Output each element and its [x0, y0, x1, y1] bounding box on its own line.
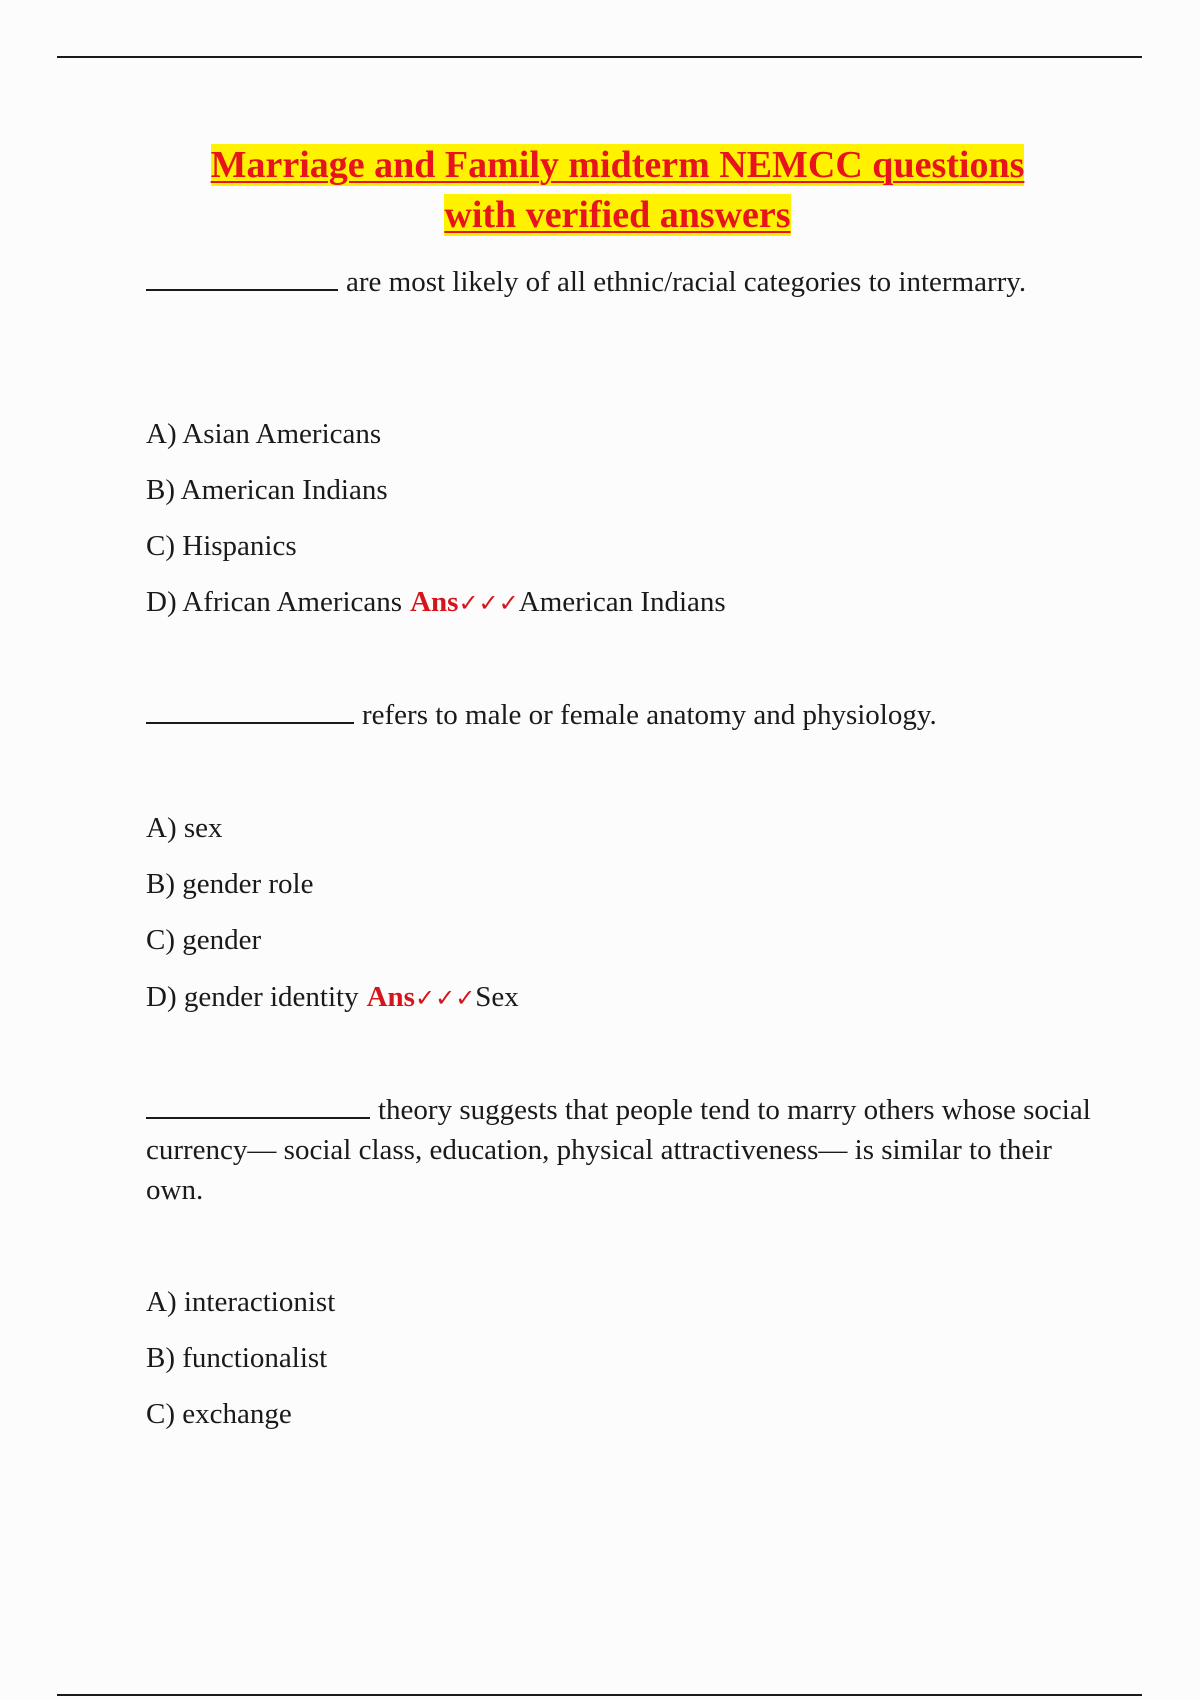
question-2-answer: Sex — [475, 981, 519, 1013]
title-line-2: with verified answers — [444, 194, 791, 236]
bottom-rule — [57, 1694, 1142, 1696]
question-3-option-c: C) exchange — [146, 1398, 292, 1430]
question-2-stem: refers to male or female anatomy and physiology. — [146, 695, 1106, 735]
answer-blank — [146, 265, 338, 291]
checkmark-icon: ✓✓✓ — [414, 984, 476, 1012]
question-1-answer: American Indians — [518, 586, 726, 618]
question-2-option-d: D) gender identity Ans✓✓✓Sex — [146, 981, 519, 1013]
question-2-option-b: B) gender role — [146, 868, 314, 900]
checkmark-icon: ✓✓✓ — [458, 589, 519, 617]
question-1-option-b: B) American Indians — [146, 474, 388, 506]
answer-label: Ans — [366, 981, 415, 1013]
question-1-option-c: C) Hispanics — [146, 530, 297, 562]
page-title — [0, 140, 1200, 240]
top-rule — [57, 56, 1142, 58]
answer-blank — [146, 698, 354, 724]
answer-blank — [146, 1093, 370, 1119]
title-line-1: Marriage and Family midterm NEMCC questions — [210, 144, 1025, 186]
question-1-option-a: A) Asian Americans — [146, 418, 382, 450]
question-3-stem: theory suggests that people tend to marry others whose social currency— social class, education, physical attractiveness— is similar to their own. — [146, 1094, 1091, 1206]
question-1-option-d: D) African Americans Ans✓✓✓American Indians — [146, 586, 726, 618]
question-3-option-a: A) interactionist — [146, 1286, 336, 1318]
question-1-stem: are most likely of all ethnic/racial categories to intermarry. — [146, 262, 1106, 302]
question-2-option-c: C) gender — [146, 924, 262, 956]
question-3-option-b: B) functionalist — [146, 1342, 328, 1374]
answer-label: Ans — [410, 586, 459, 618]
question-2-option-a: A) sex — [146, 812, 223, 844]
